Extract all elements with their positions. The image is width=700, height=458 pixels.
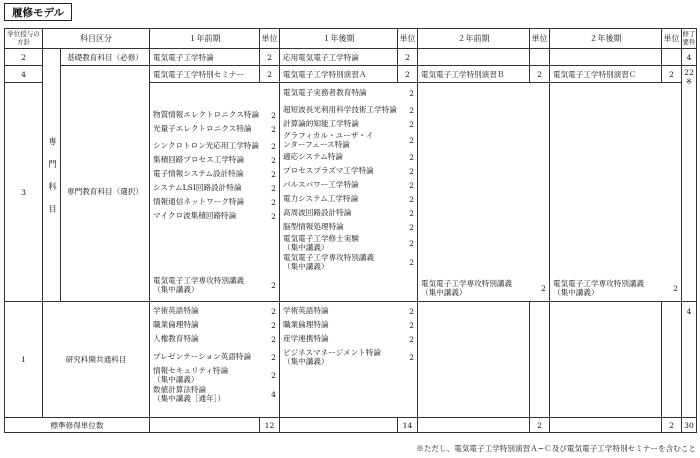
course-item: 脳型情報処理特論 2 — [283, 221, 414, 232]
total-y2-second: 2 — [662, 418, 682, 433]
course-item: 集積回路プロセス工学特論 2 — [153, 154, 276, 165]
category-cell: 基礎教育科目（必修） — [61, 49, 150, 66]
total-y2-first: 2 — [530, 418, 550, 433]
course-cell: 電気電子工学特別セミナー — [150, 66, 260, 83]
unit-cell: 2 — [260, 66, 280, 83]
header-category: 科目区分 — [43, 29, 150, 49]
course-item: 職業倫理特論 2 — [153, 319, 276, 330]
course-item: 物質情報エレクトロニクス特論 2 — [153, 109, 276, 120]
course-item: 電気電子工学専攻特別講義 （集中講義） 2 — [283, 253, 414, 271]
row-elective — [5, 83, 697, 302]
course-item: 学術英語特論 2 — [153, 305, 276, 316]
course-item: 電力システム工学特論 2 — [283, 193, 414, 204]
course-item: グラフィカル・ユーザ・イ ンターフェース特論 2 — [283, 131, 414, 149]
unit-cell: 2 — [530, 66, 550, 83]
required-cell: 4 — [682, 49, 697, 66]
page-title: 履修モデル — [4, 3, 72, 21]
policy-cell: 4 — [5, 66, 43, 83]
header-unit: 単位 — [260, 29, 280, 49]
course-item: 情報通信ネットワーク特論 2 — [153, 196, 276, 207]
course-item: プロセスプラズマ工学特論 2 — [283, 165, 414, 176]
header-y1-second: １年後期 — [280, 29, 398, 49]
total-required: 30 — [682, 418, 697, 433]
required-cell: 4 — [682, 302, 697, 418]
course-item: 数値計算法特論 （集中講義［通年］） 4 — [153, 385, 276, 403]
row-total — [5, 418, 697, 433]
course-item: 適応システム特論 2 — [283, 151, 414, 162]
header-unit: 単位 — [662, 29, 682, 49]
policy-cell: 3 — [5, 83, 43, 302]
total-y1-second: 14 — [398, 418, 418, 433]
course-cell: 電気電子工学特別演習Ｃ — [550, 66, 662, 83]
header-policy: 学位授与の方針 — [5, 29, 43, 49]
course-item: シンクロトロン光応用工学特論 2 — [153, 140, 276, 151]
elective-y2-second: 電気電子工学専攻特別講義 （集中講義） 2 — [550, 83, 682, 302]
course-item: ビジネスマネージメント特論 （集中講義） 2 — [283, 348, 414, 366]
curriculum-model-table — [4, 28, 697, 433]
unit-cell: 2 — [662, 66, 682, 83]
header-unit: 単位 — [530, 29, 550, 49]
course-item: 職業倫理特論 2 — [283, 319, 414, 330]
total-label: 標準修得単位数 — [5, 418, 150, 433]
group-label: 専門科目 — [43, 66, 61, 302]
required-cell: 22 ※ — [682, 66, 697, 302]
course-item: 電気電子工学修士実験 （集中講義） 2 — [283, 234, 414, 252]
category-cell: 専門教育科目（選択） — [61, 83, 150, 302]
course-cell: 電気電子工学特別演習Ａ — [280, 66, 398, 83]
policy-cell: 2 — [5, 49, 43, 66]
category-cell: 研究科開共通科目 — [43, 302, 150, 418]
course-cell: 電気電子工学特別演習Ｂ — [418, 66, 530, 83]
course-item: パルスパワー工学特論 2 — [283, 179, 414, 190]
course-cell: 電気電子工学特論 — [150, 49, 260, 66]
course-item: 高周波回路設計特論 2 — [283, 207, 414, 218]
course-item: 学術英語特論 2 — [283, 305, 414, 316]
header-row — [5, 29, 697, 49]
unit-cell: 2 — [260, 49, 280, 66]
unit-cell: 2 — [398, 49, 418, 66]
row-special — [5, 66, 697, 83]
course-item: システムLSI回路設計特論 2 — [153, 182, 276, 193]
header-unit: 単位 — [398, 29, 418, 49]
course-item: 計算論的知能工学特論 2 — [283, 118, 414, 129]
header-y2-first: ２年前期 — [418, 29, 530, 49]
course-item: 光量子エレクトロニクス特論 2 — [153, 123, 276, 134]
course-item: 電子情報システム設計特論 2 — [153, 168, 276, 179]
elective-y1-second — [280, 83, 418, 302]
common-y1-second — [280, 302, 418, 418]
row-common — [5, 302, 697, 418]
course-cell: 応用電気電子工学特論 — [280, 49, 398, 66]
course-item: 電気電子工学専攻特別講義 （集中講義） 2 — [153, 276, 276, 294]
course-item: プレゼンテーション英語特論 2 — [153, 351, 276, 362]
course-item: 産学連携特論 2 — [283, 333, 414, 344]
course-item: 超短波長光利用科学技術工学特論 2 — [283, 104, 414, 115]
elective-y2-first: 電気電子工学専攻特別講義 （集中講義） 2 — [418, 83, 550, 302]
header-required: 修了要件 — [682, 29, 697, 49]
header-y2-second: ２年後期 — [550, 29, 662, 49]
elective-y1-first — [150, 83, 280, 302]
total-y1-first: 12 — [260, 418, 280, 433]
row-basic — [5, 49, 697, 66]
common-y1-first — [150, 302, 280, 418]
course-item: マイクロ波集積回路特論 2 — [153, 210, 276, 221]
unit-cell: 2 — [398, 66, 418, 83]
header-y1-first: １年前期 — [150, 29, 260, 49]
course-item: 電気電子実務者教育特論 2 — [283, 87, 414, 98]
course-item: 情報セキュリティ特論 （集中講義） 2 — [153, 366, 276, 384]
footnote: ※ただし、電気電子工学特別演習Ａ~Ｃ及び電気電子工学特別セミナーを含むこと — [416, 444, 696, 453]
policy-cell: 1 — [5, 302, 43, 418]
course-item: 人権教育特論 2 — [153, 333, 276, 344]
